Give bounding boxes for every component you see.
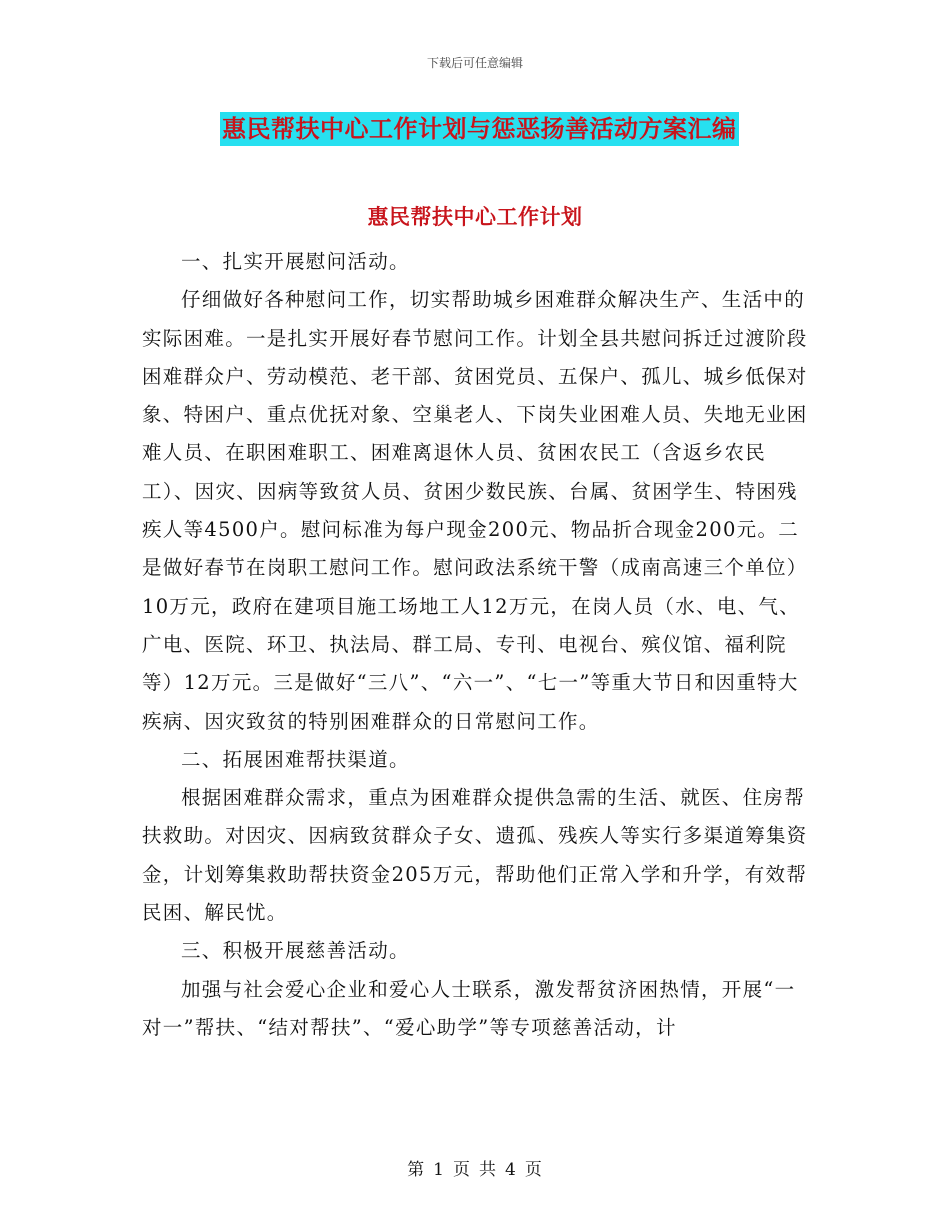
page-footer <box>0 1155 950 1180</box>
document-body <box>142 243 814 1047</box>
paragraph-heading-2: 二、拓展困难帮扶渠道。 <box>181 747 410 771</box>
footer-word-di: 第 <box>407 1160 426 1180</box>
footer-word-ye: 页 <box>453 1160 471 1180</box>
paragraph: 加强与社会爱心企业和爱心人士联系，激发帮贫济困热情，开展“一对一”帮扶、“结对帮扶”、“爱心助学”等专项慈善活动，计 <box>142 977 796 1039</box>
paragraph: 仔细做好各种慰问工作，切实帮助城乡困难群众解决生产、生活中的实际困难。一是扎实开展好春节慰问工作。计划全县共慰问拆迁过渡阶段困难群众户、劳动模范、老干部、贫困党员、五保户、孤儿、城乡低保对象、特困户、重点优抚对象、空巢老人、下岗失业困难人员、失地无业困难人员、在职困难职工、困难离退休人员、贫困农民工（含返乡农民工）、因灾、因病等致贫人员、贫困少数民族、台属、贫困学生、特困残疾人等4500户。慰问标准为每户现金200元、物品折合现金200元。二是做好春节在岗职工慰问工作。慰问政法系统干警（成南高速三个单位）10万元，政府在建项目施工场地工人12万元，在岗人员（水、电、气、广电、医院、环卫、执法局、群工局、专刊、电视台、殡仪馆、福利院等）12万元。三是做好“三八”、“六一”、“七一”等重大节日和因重特大疾病、因灾致贫的特别困难群众的日常慰问工作。 <box>142 288 808 733</box>
footer-word-gong: 共 <box>479 1160 497 1180</box>
paragraph: 根据困难群众需求，重点为困难群众提供急需的生活、就医、住房帮扶救助。对因灾、因病致贫群众子女、遗孤、残疾人等实行多渠道筹集资金，计划筹集救助帮扶资金205万元，帮助他们正常入学和升学，有效帮民困、解民忧。 <box>142 786 808 925</box>
header-note: 下载后可任意编辑 <box>426 56 523 70</box>
paragraph-heading-3: 三、积极开展慈善活动。 <box>181 939 410 963</box>
section-title: 惠民帮扶中心工作计划 <box>367 204 583 229</box>
document-title: 惠民帮扶中心工作计划与惩恶扬善活动方案汇编 <box>220 112 739 146</box>
paragraph-heading-1: 一、扎实开展慰问活动。 <box>181 250 410 273</box>
page-number: 1 <box>433 1160 445 1180</box>
footer-word-ye-2: 页 <box>524 1160 543 1180</box>
total-pages: 4 <box>505 1160 517 1180</box>
